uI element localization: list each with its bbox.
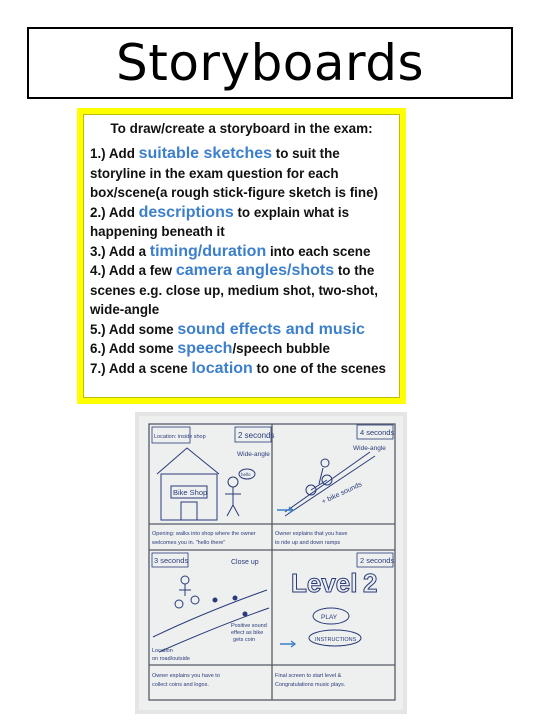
step-7-highlight: location [191, 359, 253, 377]
title-box [27, 27, 513, 99]
panel-3-location-line-2: on road/outside [152, 656, 190, 662]
panel-2-sound: + bike sounds [320, 481, 364, 506]
panel-2-camera: Wide-angle [353, 445, 386, 452]
step-1: 1.) Add suitable sketches to suit the storyline in the exam question for each box/scene(a rough stick-figure sketch is fine) [90, 145, 378, 200]
panel-3-caption-line-2: collect coins and logos. [152, 682, 209, 688]
level-number: 2 [363, 568, 378, 598]
step-1-highlight: suitable sketches [138, 145, 273, 162]
step-2: 2.) Add descriptions to explain what is happening beneath it [90, 203, 350, 239]
step-6: 6.) Add some speech/speech bubble [90, 340, 330, 357]
instructions-panel [83, 114, 400, 398]
panel-4-timing: 2 seconds [360, 556, 395, 565]
panel-3-sound-line-1: Positive sound [231, 623, 267, 629]
panel-4-caption-line-1: Final screen to start level & [275, 673, 342, 679]
instructions-label: INSTRUCTIONS [315, 637, 357, 643]
panel-1-camera: Wide-angle [237, 451, 270, 458]
page-title: Storyboards [115, 34, 424, 92]
step-7: 7.) Add a scene location to one of the scenes [90, 359, 386, 377]
speech-bubble-text: hello [241, 472, 251, 477]
instructions-heading: To draw/create a storyboard in the exam: [110, 121, 373, 136]
storyboard-photo [135, 412, 407, 714]
storyboard-sketch [135, 412, 407, 714]
panel-3-location-line-1: Location [152, 648, 173, 654]
panel-3-timing: 3 seconds [154, 556, 189, 565]
step-4: 4.) Add a few camera angles/shots to the scenes e.g. close up, medium shot, two-shot, wide-angle [90, 262, 378, 317]
play-label: PLAY [321, 614, 338, 621]
panel-2-caption-line-1: Owner explains that you have [275, 531, 348, 537]
panel-3-caption-line-1: Owner explains you have to [152, 673, 220, 679]
step-3: 3.) Add a timing/duration into each scene [90, 242, 371, 260]
level-title: Level [291, 568, 358, 598]
panel-1-location: Location: inside shop [154, 434, 206, 440]
shop-sign: Bike Shop [173, 488, 208, 497]
panel-2-caption-line-2: to ride up and down ramps [275, 540, 341, 546]
step-6-highlight: speech [177, 340, 233, 357]
panel-3-sound-line-3: gets coin [233, 637, 256, 643]
panel-3-sound-line-2: effect as bike [231, 630, 264, 636]
panel-2-timing: 4 seconds [360, 428, 395, 437]
instructions-box [77, 108, 406, 404]
panel-3-camera: Close up [231, 559, 259, 566]
panel-1-caption-line-1: Opening: walks into shop where the owner [152, 531, 256, 537]
step-5-highlight: sound effects and music [177, 320, 365, 338]
step-4-highlight: camera angles/shots [175, 262, 335, 279]
step-3-highlight: timing/duration [149, 242, 267, 260]
step-5: 5.) Add some sound effects and music [90, 320, 365, 338]
panel-4-caption-line-2: Congratulations music plays. [275, 682, 346, 688]
panel-1-timing: 2 seconds [238, 431, 275, 440]
panel-1-caption-line-2: welcomes you in. "hello there" [152, 540, 226, 546]
step-2-highlight: descriptions [138, 203, 234, 221]
